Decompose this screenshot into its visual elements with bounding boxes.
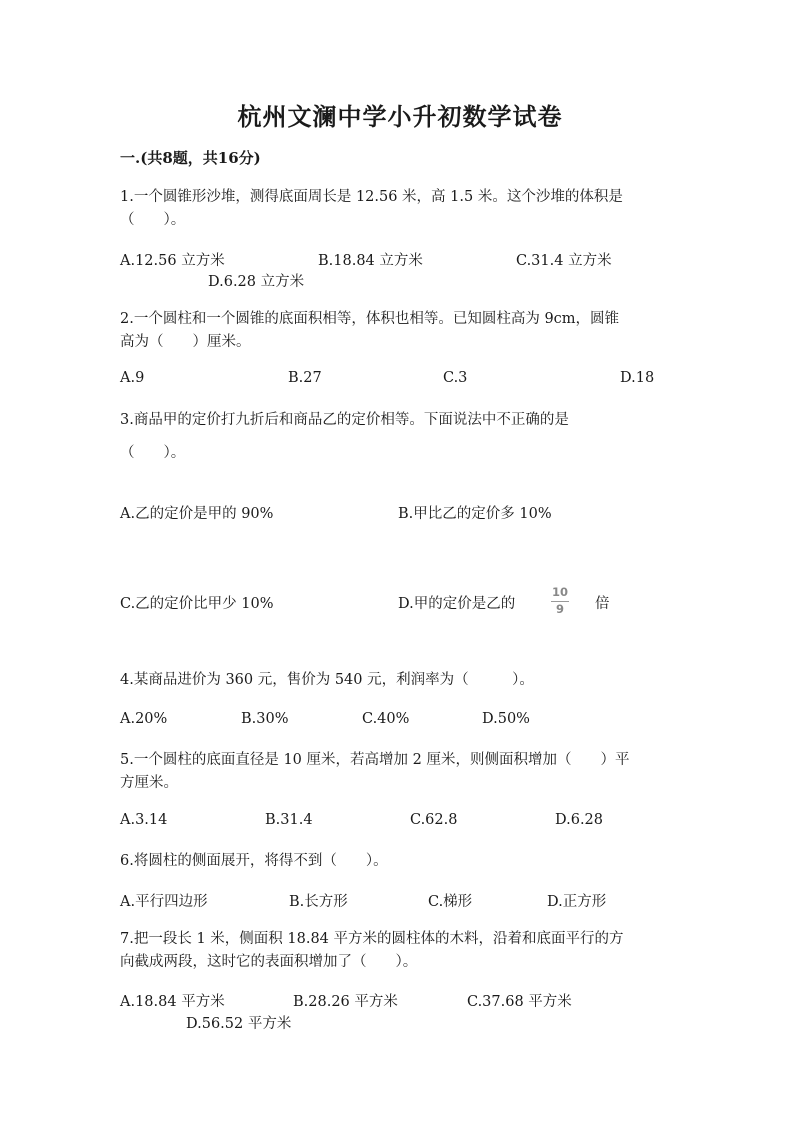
q6-option-c[interactable]: C.梯形 bbox=[428, 894, 473, 910]
question-2-line-1: 2.一个圆柱和一个圆锥的底面积相等，体积也相等。已知圆柱高为 9cm，圆锥 bbox=[120, 311, 620, 327]
question-1-line-1: 1.一个圆锥形沙堆，测得底面周长是 12.56 米，高 1.5 米。这个沙堆的体积是 bbox=[120, 189, 623, 205]
question-2-line-2: 高为（ ）厘米。 bbox=[120, 334, 251, 350]
question-5 bbox=[120, 749, 629, 795]
q5-option-a[interactable]: A.3.14 bbox=[120, 812, 168, 828]
fraction-numerator: 10 bbox=[551, 585, 568, 599]
q7-option-a[interactable]: A.18.84 平方米 bbox=[120, 994, 225, 1010]
q1-option-b[interactable]: B.18.84 立方米 bbox=[318, 253, 423, 269]
q6-option-a[interactable]: A.平行四边形 bbox=[120, 894, 208, 910]
q3-option-c[interactable]: C.乙的定价比甲少 10% bbox=[120, 596, 274, 612]
question-7-line-2: 向截成两段，这时它的表面积增加了（ ）。 bbox=[120, 954, 418, 970]
q3-option-d-suffix: 倍 bbox=[595, 596, 610, 612]
page-title: 杭州文澜中学小升初数学试卷 bbox=[237, 102, 563, 131]
q4-option-c[interactable]: C.40% bbox=[362, 711, 410, 727]
question-5-line-1: 5.一个圆柱的底面直径是 10 厘米，若高增加 2 厘米，则侧面积增加（ ）平 bbox=[120, 752, 630, 768]
q3-option-d[interactable]: D.甲的定价是乙的 bbox=[398, 596, 516, 612]
q2-option-b[interactable]: B.27 bbox=[288, 370, 322, 386]
q4-option-d[interactable]: D.50% bbox=[482, 711, 530, 727]
q5-option-c[interactable]: C.62.8 bbox=[410, 812, 458, 828]
q4-option-a[interactable]: A.20% bbox=[120, 711, 168, 727]
q4-option-b[interactable]: B.30% bbox=[241, 711, 289, 727]
q6-option-b[interactable]: B.长方形 bbox=[289, 894, 348, 910]
q7-option-d[interactable]: D.56.52 平方米 bbox=[186, 1016, 292, 1032]
question-7-line-1: 7.把一段长 1 米，侧面积 18.84 平方米的圆柱体的木料，沿着和底面平行的方 bbox=[120, 931, 624, 947]
q7-option-b[interactable]: B.28.26 平方米 bbox=[293, 994, 398, 1010]
q3-option-a[interactable]: A.乙的定价是甲的 90% bbox=[120, 506, 274, 522]
q1-option-a[interactable]: A.12.56 立方米 bbox=[120, 253, 225, 269]
q5-option-d[interactable]: D.6.28 bbox=[555, 812, 604, 828]
question-3-line-2: （ ）。 bbox=[120, 445, 186, 461]
question-1-line-2: （ ）。 bbox=[120, 212, 186, 228]
q7-option-c[interactable]: C.37.68 平方米 bbox=[467, 994, 572, 1010]
question-2 bbox=[120, 308, 619, 354]
q3-option-b[interactable]: B.甲比乙的定价多 10% bbox=[398, 506, 552, 522]
q6-option-d[interactable]: D.正方形 bbox=[547, 894, 607, 910]
question-4-line-1: 4.某商品进价为 360 元，售价为 540 元，利润率为（ ）。 bbox=[120, 672, 534, 688]
q5-option-b[interactable]: B.31.4 bbox=[265, 812, 313, 828]
question-7 bbox=[120, 928, 624, 974]
fraction-denominator: 9 bbox=[555, 602, 564, 616]
question-5-line-2: 方厘米。 bbox=[120, 775, 178, 791]
question-3-line-1: 3.商品甲的定价打九折后和商品乙的定价相等。下面说法中不正确的是 bbox=[120, 412, 569, 428]
q1-option-c[interactable]: C.31.4 立方米 bbox=[516, 253, 612, 269]
question-6-line-1: 6.将圆柱的侧面展开，将得不到（ ）。 bbox=[120, 853, 388, 869]
fraction-ten-ninths bbox=[551, 586, 569, 616]
section-heading: 一.(共8题，共16分) bbox=[120, 149, 261, 167]
q1-option-d[interactable]: D.6.28 立方米 bbox=[208, 274, 305, 290]
question-1 bbox=[120, 186, 623, 232]
q2-option-a[interactable]: A.9 bbox=[120, 370, 145, 386]
q2-option-c[interactable]: C.3 bbox=[443, 370, 468, 386]
q2-option-d[interactable]: D.18 bbox=[620, 370, 655, 386]
